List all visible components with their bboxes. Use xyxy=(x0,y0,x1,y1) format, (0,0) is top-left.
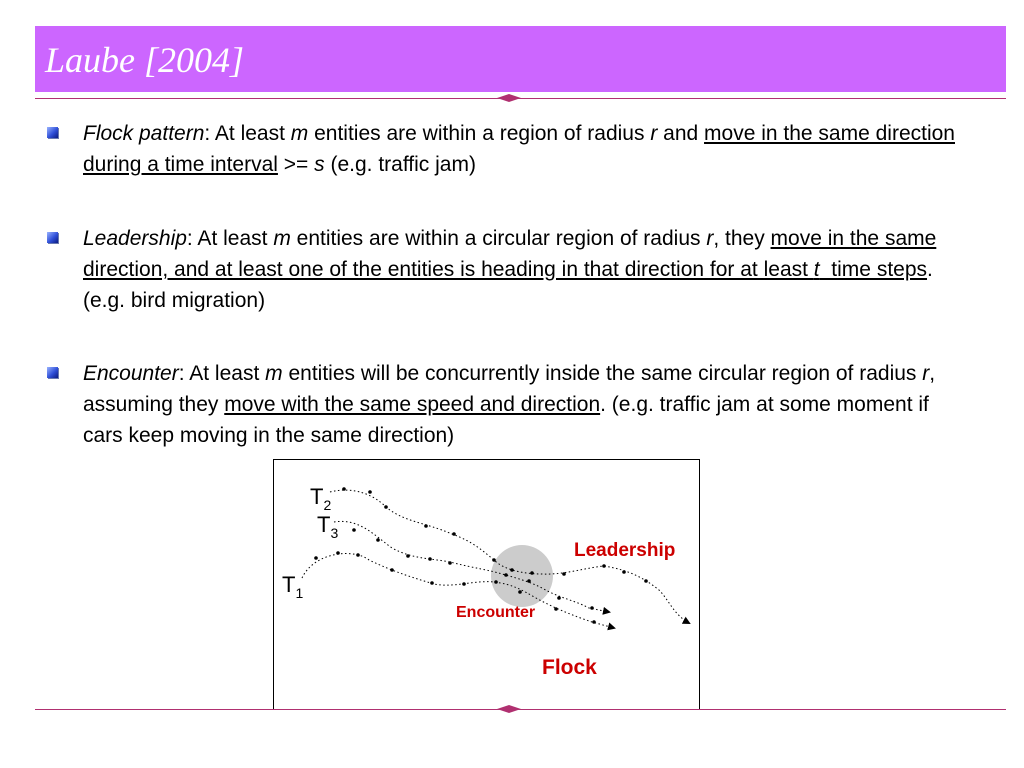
t1-point xyxy=(356,553,360,557)
bullet-leadership xyxy=(83,223,973,316)
variable-s: s xyxy=(314,153,325,176)
t3-point xyxy=(527,579,531,583)
t2-point xyxy=(562,572,566,576)
text: >= xyxy=(277,153,315,176)
term-leadership: Leadership xyxy=(83,227,187,250)
text: : At least xyxy=(178,362,266,385)
bottom-divider-diamond-icon xyxy=(497,705,521,713)
t1-point xyxy=(494,580,498,584)
text: , they xyxy=(713,227,771,250)
label-encounter: Encounter xyxy=(456,604,536,621)
t1-point xyxy=(430,581,434,585)
t1-point xyxy=(592,620,596,624)
variable-m: m xyxy=(265,362,283,385)
encounter-region xyxy=(491,545,553,607)
underlined-phrase: move with the same speed and direction xyxy=(224,393,601,416)
t2-point xyxy=(384,505,388,509)
text: : At least xyxy=(204,122,291,145)
variable-m: m xyxy=(273,227,291,250)
variable-m: m xyxy=(290,122,309,145)
t1-point xyxy=(390,568,394,572)
square-bullet-icon xyxy=(47,232,58,243)
label-t1: $T_1$ xyxy=(282,572,304,601)
text: move in the same direction, and at least one of the entities is heading in that direction for at least xyxy=(83,227,937,281)
t1-point xyxy=(518,590,522,594)
label-t2: $T_2$ xyxy=(310,484,332,513)
t1-point xyxy=(462,582,466,586)
t3-point xyxy=(352,528,356,532)
label-leadership: Leadership xyxy=(574,540,676,561)
text: entities are within a region of radius xyxy=(308,122,651,145)
label-t3: $T_3$ xyxy=(317,512,339,541)
title-bar xyxy=(35,26,1006,92)
square-bullet-icon xyxy=(47,367,58,378)
t2-point xyxy=(424,524,428,528)
text: and xyxy=(657,122,705,145)
t3-point xyxy=(376,538,380,542)
label-flock: Flock xyxy=(542,656,597,679)
text: entities are within a circular region of radius xyxy=(290,227,707,250)
t1-point xyxy=(314,556,318,560)
movement-patterns-diagram xyxy=(273,459,700,710)
t1-point xyxy=(554,607,558,611)
t2-point xyxy=(368,490,372,494)
t3-point xyxy=(557,596,561,600)
t2-point xyxy=(602,564,606,568)
bullet-encounter xyxy=(83,358,973,451)
t3-point xyxy=(504,573,508,577)
text: , assuming they xyxy=(83,362,936,416)
variable-r: r xyxy=(706,227,714,250)
variable-r: r xyxy=(650,122,658,145)
bullet-flock-pattern xyxy=(83,118,973,180)
term-flock-pattern: Flock pattern xyxy=(83,122,205,145)
trajectory-t3 xyxy=(334,521,609,612)
t1-point xyxy=(336,551,340,555)
text: . (e.g. traffic jam at some moment if cars keep moving in the same direction) xyxy=(83,393,929,447)
t3-point xyxy=(406,554,410,558)
square-bullet-icon xyxy=(47,127,58,138)
t2-point xyxy=(530,571,534,575)
t2-point xyxy=(644,579,648,583)
term-encounter: Encounter xyxy=(83,362,179,385)
t3-point xyxy=(448,561,452,565)
t3-point xyxy=(428,557,432,561)
top-divider-diamond-icon xyxy=(497,94,521,102)
diagram-canvas xyxy=(274,460,699,709)
text: : At least xyxy=(186,227,274,250)
t2-point xyxy=(510,568,514,572)
t2-point xyxy=(622,570,626,574)
variable-t: t xyxy=(813,258,820,281)
text: (e.g. traffic jam) xyxy=(324,153,476,176)
t2-point xyxy=(492,558,496,562)
text: entities will be concurrently inside the same circular region of radius xyxy=(282,362,923,385)
text: . (e.g. bird migration) xyxy=(83,258,933,312)
t3-point xyxy=(590,606,594,610)
t2-point xyxy=(342,487,346,491)
slide-title: Laube [2004] xyxy=(45,40,245,80)
underlined-phrase: move in the same direction during a time interval xyxy=(83,122,955,176)
variable-r: r xyxy=(922,362,930,385)
t2-point xyxy=(452,532,456,536)
text: time steps xyxy=(819,258,928,281)
